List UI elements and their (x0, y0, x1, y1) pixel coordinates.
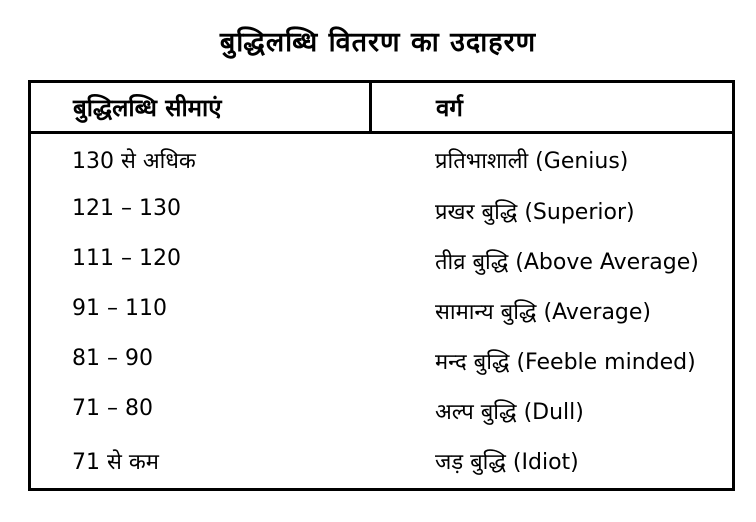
table-row (31, 446, 732, 496)
table-row (31, 145, 732, 195)
category-cell: तीव्र बुद्धि (Above Average) (435, 250, 699, 275)
table-row (31, 296, 732, 346)
iq-distribution-table (28, 80, 735, 491)
category-cell: प्रतिभाशाली (Genius) (435, 149, 629, 174)
range-cell: 81 – 90 (72, 346, 153, 371)
header-range: बुद्धिलब्धि सीमाएं (73, 94, 222, 122)
range-cell: 130 से अधिक (72, 149, 196, 174)
table-row (31, 246, 732, 296)
table-row (31, 396, 732, 446)
page-title: बुद्धिलब्धि वितरण का उदाहरण (219, 27, 537, 58)
header-divider (31, 131, 732, 134)
range-cell: 71 – 80 (72, 396, 153, 421)
range-cell: 111 – 120 (72, 246, 181, 271)
category-cell: सामान्य बुद्धि (Average) (435, 300, 652, 325)
category-cell: मन्द बुद्धि (Feeble minded) (435, 350, 696, 375)
category-cell: अल्प बुद्धि (Dull) (435, 400, 584, 425)
range-cell: 71 से कम (72, 450, 159, 475)
table-row (31, 196, 732, 246)
header-category: वर्ग (436, 94, 463, 122)
category-cell: प्रखर बुद्धि (Superior) (435, 200, 635, 225)
column-divider (369, 83, 372, 131)
range-cell: 121 – 130 (72, 196, 181, 221)
table-row (31, 346, 732, 396)
range-cell: 91 – 110 (72, 296, 167, 321)
category-cell: जड़ बुद्धि (Idiot) (435, 450, 579, 475)
